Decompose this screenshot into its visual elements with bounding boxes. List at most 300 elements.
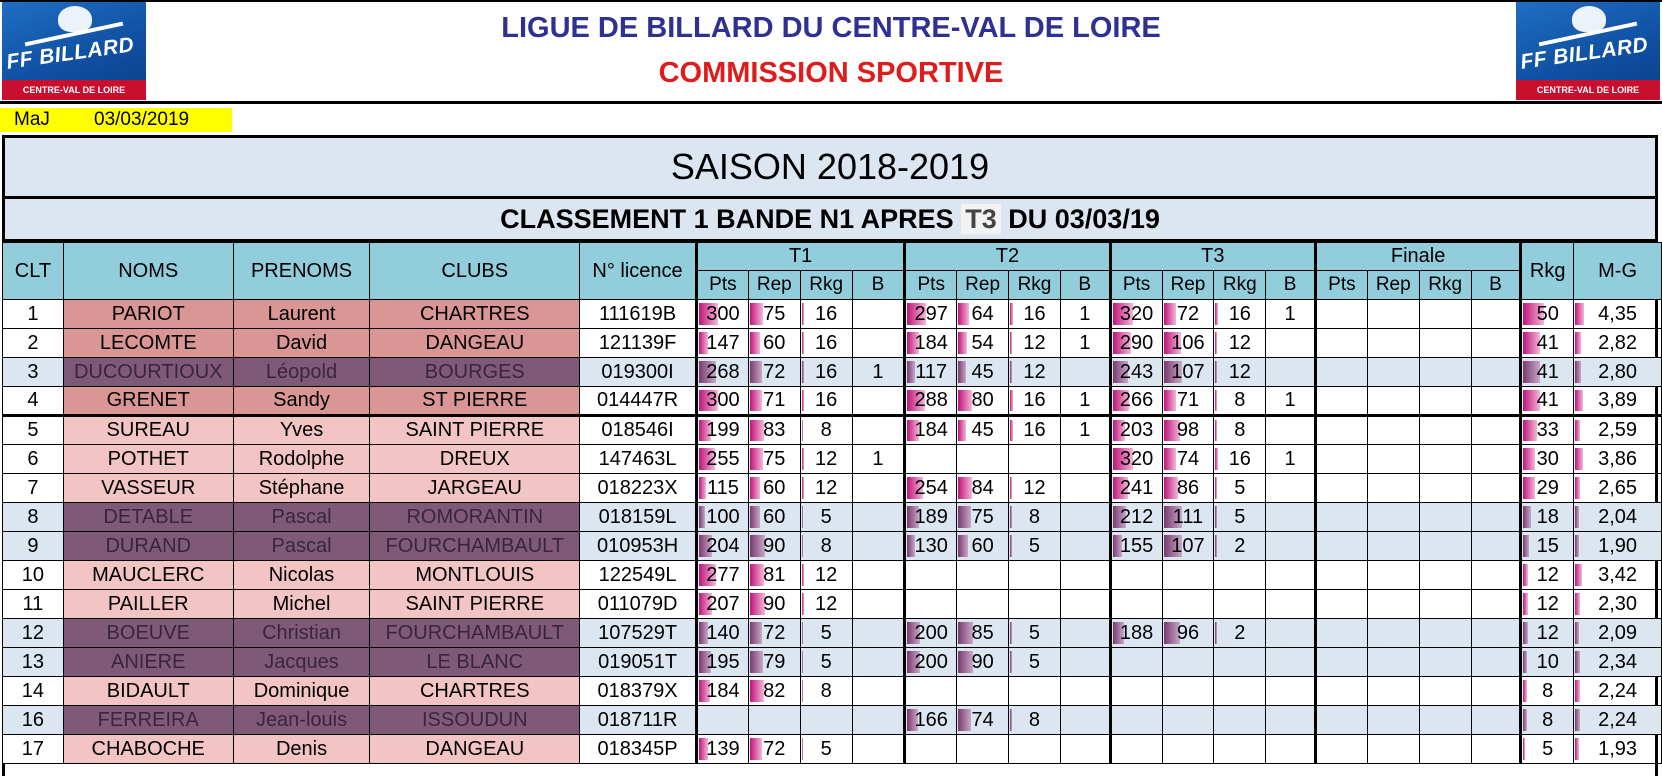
data-bar (1215, 361, 1217, 383)
t3-rep-cell (1162, 387, 1214, 416)
club-cell: CHARTRES (370, 677, 580, 706)
t3-pts-cell-value: 241 (1119, 476, 1154, 499)
t1-pts-cell-value: 255 (706, 447, 740, 470)
col-sub-pts: Pts (905, 271, 957, 300)
data-bar (1575, 332, 1581, 354)
classement-tag: T3 (961, 204, 1001, 234)
t2-b-cell (1060, 735, 1110, 764)
t2-rep-cell-value: 64 (971, 302, 994, 325)
table-row (3, 590, 1662, 619)
data-bar (1215, 390, 1217, 411)
licence-cell: 018379X (580, 677, 697, 706)
total-rkg-cell (1521, 677, 1574, 706)
data-bar (1523, 564, 1528, 586)
mg-cell-value: 2,24 (1598, 679, 1638, 702)
data-bar (802, 477, 804, 499)
data-bar (802, 651, 804, 673)
mg-cell (1574, 706, 1662, 735)
data-bar (958, 709, 971, 731)
total-rkg-cell-value: 12 (1536, 563, 1559, 586)
col-group-t2: T2 (905, 243, 1110, 271)
t3-rkg-cell (1214, 358, 1266, 387)
t1-rep-cell-value: 75 (763, 447, 786, 470)
mg-cell (1574, 300, 1662, 329)
total-rkg-cell-value: 41 (1536, 389, 1559, 411)
t2-rep-cell (957, 329, 1009, 358)
licence-cell: 122549L (580, 561, 697, 590)
mg-cell-value: 3,89 (1598, 389, 1638, 411)
mg-cell (1574, 677, 1662, 706)
t2-b-cell: 1 (1060, 300, 1110, 329)
fin-b-cell (1471, 590, 1521, 619)
total-rkg-cell (1521, 387, 1574, 416)
fin-rep-cell (1367, 416, 1419, 445)
licence-cell: 111619B (580, 300, 697, 329)
fin-rkg-cell (1419, 677, 1471, 706)
data-bar (1523, 593, 1528, 615)
t3-b-cell (1266, 561, 1316, 590)
logo-text: FF BILLARD (4, 33, 136, 74)
t3-rkg-cell-value: 16 (1228, 302, 1251, 325)
data-bar (750, 361, 762, 383)
t1-rkg-cell (800, 677, 852, 706)
t3-rep-cell (1162, 619, 1214, 648)
t1-rep-cell-value: 83 (763, 419, 786, 441)
data-bar (1575, 622, 1579, 644)
data-bar (802, 506, 804, 528)
data-bar (802, 593, 804, 615)
t2-rkg-cell (1009, 561, 1061, 590)
data-bar (1215, 303, 1218, 325)
total-rkg-cell-value: 41 (1536, 331, 1559, 354)
col-rkg: Rkg (1521, 243, 1574, 300)
t2-rep-cell-value: 45 (971, 419, 994, 441)
t3-pts-cell-value: 203 (1119, 419, 1154, 441)
t2-b-cell (1060, 648, 1110, 677)
col-sub-pts: Pts (1315, 271, 1367, 300)
update-value: 03/03/2019 (94, 109, 190, 130)
t1-b-cell (852, 619, 905, 648)
t3-rep-cell-value: 107 (1171, 360, 1205, 383)
col-sub-b: B (1266, 271, 1316, 300)
total-rkg-cell (1521, 648, 1574, 677)
t3-pts-cell-value: 320 (1119, 447, 1154, 470)
t2-rkg-cell-value: 8 (1028, 708, 1041, 731)
t1-rep-cell (748, 416, 800, 445)
fin-b-cell (1471, 416, 1521, 445)
t3-b-cell (1266, 358, 1316, 387)
data-bar (750, 477, 760, 499)
col-sub-rkg: Rkg (1009, 271, 1061, 300)
t2-b-cell (1060, 561, 1110, 590)
data-bar (1575, 448, 1583, 470)
t3-b-cell: 1 (1266, 387, 1316, 416)
licence-cell: 147463L (580, 445, 697, 474)
t2-rkg-cell (1009, 387, 1061, 416)
t1-rkg-cell (800, 590, 852, 619)
t2-pts-cell (905, 300, 957, 329)
total-rkg-cell (1521, 619, 1574, 648)
name-cell: ANIERE (63, 648, 233, 677)
t1-pts-cell-value: 204 (706, 534, 740, 557)
t3-b-cell: 1 (1266, 300, 1316, 329)
t1-rep-cell (748, 648, 800, 677)
t2-rkg-cell (1009, 474, 1061, 503)
data-bar (1523, 651, 1527, 673)
col-sub-rep: Rep (1367, 271, 1419, 300)
data-bar (750, 506, 760, 528)
t2-b-cell (1060, 619, 1110, 648)
t2-rep-cell-value: 45 (971, 360, 994, 383)
firstname-cell: David (233, 329, 370, 358)
data-bar (1523, 448, 1535, 470)
t1-rkg-cell (800, 532, 852, 561)
mg-cell (1574, 445, 1662, 474)
t3-rep-cell (1162, 735, 1214, 764)
fin-rep-cell (1367, 735, 1419, 764)
t3-pts-cell (1110, 416, 1162, 445)
firstname-cell: Jacques (233, 648, 370, 677)
t1-pts-cell (696, 532, 748, 561)
data-bar (802, 535, 804, 557)
club-cell: DANGEAU (370, 735, 580, 764)
t1-rep-cell (748, 300, 800, 329)
t3-pts-cell (1110, 503, 1162, 532)
fin-rep-cell (1367, 532, 1419, 561)
t3-rkg-cell-value: 2 (1234, 621, 1246, 644)
fin-pts-cell (1315, 445, 1367, 474)
mg-cell (1574, 648, 1662, 677)
data-bar (750, 622, 762, 644)
total-rkg-cell (1521, 416, 1574, 445)
data-bar (750, 738, 762, 760)
total-rkg-cell-value: 8 (1542, 708, 1554, 731)
t3-rep-cell (1162, 300, 1214, 329)
col-sub-rkg: Rkg (1214, 271, 1266, 300)
t2-pts-cell (905, 677, 957, 706)
fin-pts-cell (1315, 503, 1367, 532)
logo-band: CENTRE-VAL DE LOIRE (2, 80, 146, 100)
t3-b-cell: 1 (1266, 445, 1316, 474)
t3-pts-cell (1110, 445, 1162, 474)
t3-rep-cell (1162, 648, 1214, 677)
data-bar (750, 332, 760, 354)
t2-pts-cell-value: 166 (914, 708, 948, 731)
t1-rkg-cell-value: 8 (820, 679, 832, 702)
data-bar (802, 448, 804, 470)
fin-rkg-cell (1419, 735, 1471, 764)
licence-cell: 018546I (580, 416, 697, 445)
t1-rkg-cell (800, 619, 852, 648)
club-cell: ST PIERRE (370, 387, 580, 416)
t1-rkg-cell-value: 16 (815, 302, 838, 325)
fin-b-cell (1471, 329, 1521, 358)
t1-rep-cell (748, 619, 800, 648)
t1-pts-cell-value: 184 (706, 679, 740, 702)
name-cell: CHABOCHE (63, 735, 233, 764)
t1-pts-cell (696, 329, 748, 358)
club-cell: FOURCHAMBAULT (370, 532, 580, 561)
t2-rep-cell (957, 416, 1009, 445)
fin-rep-cell (1367, 358, 1419, 387)
data-bar (1215, 332, 1217, 354)
t1-rkg-cell-value: 12 (815, 476, 838, 499)
t2-pts-cell (905, 329, 957, 358)
fin-rkg-cell (1419, 300, 1471, 329)
fin-pts-cell (1315, 329, 1367, 358)
t2-rkg-cell (1009, 300, 1061, 329)
t2-pts-cell (905, 648, 957, 677)
t1-rep-cell-value: 75 (763, 302, 786, 325)
t3-b-cell (1266, 706, 1316, 735)
table-row (3, 706, 1662, 735)
data-bar (1523, 420, 1536, 441)
fin-rkg-cell (1419, 590, 1471, 619)
data-bar (1010, 477, 1012, 499)
t1-rep-cell (748, 706, 800, 735)
t1-rep-cell-value: 60 (763, 476, 786, 499)
t3-pts-cell-value: 320 (1119, 302, 1154, 325)
t1-b-cell (852, 329, 905, 358)
t3-rep-cell (1162, 416, 1214, 445)
fin-b-cell (1471, 677, 1521, 706)
t1-pts-cell-value: 140 (706, 621, 740, 644)
t3-rep-cell-value: 98 (1176, 419, 1200, 441)
t3-b-cell (1266, 474, 1316, 503)
t3-rkg-cell-value: 12 (1228, 360, 1251, 383)
t3-rep-cell (1162, 561, 1214, 590)
t2-rkg-cell (1009, 677, 1061, 706)
data-bar (750, 680, 764, 702)
data-bar (1523, 738, 1525, 760)
table-row (3, 619, 1662, 648)
t1-b-cell (852, 300, 905, 329)
name-cell: DETABLE (63, 503, 233, 532)
licence-cell: 107529T (580, 619, 697, 648)
col-sub-rep: Rep (748, 271, 800, 300)
t2-rep-cell (957, 677, 1009, 706)
t1-rep-cell-value: 81 (763, 563, 786, 586)
t2-rep-cell-value: 84 (971, 476, 994, 499)
col-sub-b: B (852, 271, 905, 300)
fin-b-cell (1471, 300, 1521, 329)
t1-rep-cell-value: 90 (763, 592, 786, 615)
t3-pts-cell (1110, 735, 1162, 764)
t2-rkg-cell-value: 12 (1023, 476, 1046, 499)
t2-pts-cell (905, 532, 957, 561)
mg-cell (1574, 619, 1662, 648)
t1-b-cell (852, 706, 905, 735)
t1-rkg-cell (800, 706, 852, 735)
t1-b-cell (852, 590, 905, 619)
classement-suffix: DU 03/03/19 (1008, 204, 1160, 234)
fin-rkg-cell (1419, 387, 1471, 416)
t1-pts-cell-value: 268 (706, 360, 740, 383)
t1-rkg-cell (800, 561, 852, 590)
t3-b-cell (1266, 532, 1316, 561)
t2-rkg-cell (1009, 358, 1061, 387)
data-bar (1010, 390, 1013, 411)
col-sub-pts: Pts (696, 271, 748, 300)
t3-rep-cell-value: 72 (1176, 302, 1200, 325)
t2-rep-cell (957, 300, 1009, 329)
table-row (3, 503, 1662, 532)
col-sub-rep: Rep (1162, 271, 1214, 300)
data-bar (1010, 361, 1012, 383)
t1-rkg-cell-value: 12 (815, 592, 838, 615)
t2-rep-cell (957, 445, 1009, 474)
fin-rkg-cell (1419, 706, 1471, 735)
total-rkg-cell-value: 33 (1536, 419, 1559, 441)
col-sub-pts: Pts (1110, 271, 1162, 300)
mg-cell (1574, 358, 1662, 387)
name-cell: FERREIRA (63, 706, 233, 735)
t3-rep-cell-value: 86 (1176, 476, 1200, 499)
t3-pts-cell (1110, 590, 1162, 619)
t2-pts-cell (905, 619, 957, 648)
data-bar (1575, 680, 1579, 702)
t3-rkg-cell-value: 16 (1228, 447, 1251, 470)
t2-rep-cell-value: 85 (971, 621, 994, 644)
t2-pts-cell (905, 735, 957, 764)
data-bar (1575, 390, 1583, 411)
data-bar (802, 680, 804, 702)
t3-rep-cell-value: 107 (1171, 534, 1205, 557)
rank-cell: 5 (3, 416, 64, 445)
t2-rkg-cell-value: 16 (1023, 302, 1046, 325)
rank-cell: 9 (3, 532, 64, 561)
t1-pts-cell (696, 474, 748, 503)
t3-rep-cell-value: 71 (1176, 389, 1200, 411)
fin-pts-cell (1315, 706, 1367, 735)
t1-rkg-cell-value: 16 (815, 360, 838, 383)
data-bar (1575, 535, 1579, 557)
fin-rkg-cell (1419, 561, 1471, 590)
t1-rep-cell (748, 590, 800, 619)
name-cell: LECOMTE (63, 329, 233, 358)
t1-rep-cell-value: 72 (763, 737, 786, 760)
t2-b-cell (1060, 445, 1110, 474)
table-row (3, 532, 1662, 561)
t3-rep-cell-value: 96 (1176, 621, 1200, 644)
t2-pts-cell (905, 445, 957, 474)
t1-pts-cell (696, 677, 748, 706)
club-cell: ROMORANTIN (370, 503, 580, 532)
fin-b-cell (1471, 532, 1521, 561)
rank-cell: 1 (3, 300, 64, 329)
firstname-cell: Nicolas (233, 561, 370, 590)
data-bar (1215, 622, 1217, 644)
t1-rep-cell-value: 79 (763, 650, 786, 673)
data-bar (1010, 622, 1012, 644)
t2-rep-cell (957, 358, 1009, 387)
fin-pts-cell (1315, 561, 1367, 590)
total-rkg-cell-value: 15 (1536, 534, 1559, 557)
t1-b-cell: 1 (852, 445, 905, 474)
t3-rkg-cell (1214, 416, 1266, 445)
mg-cell-value: 3,86 (1598, 447, 1638, 470)
table-row (3, 358, 1662, 387)
col-noms: NOMS (63, 243, 233, 300)
firstname-cell: Yves (233, 416, 370, 445)
firstname-cell: Pascal (233, 503, 370, 532)
t2-pts-cell-value: 184 (914, 419, 948, 441)
t1-rep-cell (748, 532, 800, 561)
fin-rkg-cell (1419, 619, 1471, 648)
rank-cell: 4 (3, 387, 64, 416)
fin-rep-cell (1367, 590, 1419, 619)
t3-pts-cell-value: 155 (1119, 534, 1154, 557)
t2-b-cell (1060, 358, 1110, 387)
col-clt: CLT (3, 243, 64, 300)
t2-rep-cell (957, 619, 1009, 648)
t2-rep-cell (957, 503, 1009, 532)
data-bar (1523, 506, 1530, 528)
t2-rep-cell-value: 75 (971, 505, 994, 528)
mg-cell-value: 4,35 (1598, 302, 1638, 325)
data-bar (1575, 564, 1582, 586)
club-cell: LE BLANC (370, 648, 580, 677)
data-bar (750, 651, 763, 673)
t2-pts-cell (905, 561, 957, 590)
t3-pts-cell-value: 212 (1119, 505, 1154, 528)
t2-rkg-cell-value: 5 (1028, 650, 1041, 673)
col-group-t3: T3 (1110, 243, 1315, 271)
t2-b-cell (1060, 474, 1110, 503)
fin-rep-cell (1367, 300, 1419, 329)
t1-b-cell (852, 648, 905, 677)
total-rkg-cell (1521, 561, 1574, 590)
firstname-cell: Rodolphe (233, 445, 370, 474)
t2-pts-cell-value: 297 (914, 302, 948, 325)
data-bar (1575, 506, 1579, 528)
t3-rkg-cell (1214, 619, 1266, 648)
t2-rep-cell (957, 648, 1009, 677)
t2-pts-cell (905, 416, 957, 445)
t3-b-cell (1266, 735, 1316, 764)
data-bar (1575, 420, 1580, 441)
t3-b-cell (1266, 590, 1316, 619)
t1-rkg-cell (800, 358, 852, 387)
t1-rkg-cell (800, 445, 852, 474)
data-bar (1215, 448, 1218, 470)
firstname-cell: Jean-louis (233, 706, 370, 735)
t1-rkg-cell-value: 12 (815, 563, 838, 586)
data-bar (958, 535, 968, 557)
data-bar (907, 361, 914, 383)
data-bar (802, 564, 804, 586)
firstname-cell: Dominique (233, 677, 370, 706)
data-bar (958, 506, 971, 528)
licence-cell: 121139F (580, 329, 697, 358)
total-rkg-cell (1521, 532, 1574, 561)
fin-b-cell (1471, 735, 1521, 764)
t1-rkg-cell (800, 387, 852, 416)
data-bar (1575, 477, 1580, 499)
t2-rep-cell-value: 80 (971, 389, 994, 411)
data-bar (802, 332, 805, 354)
t1-b-cell (852, 561, 905, 590)
mg-cell-value: 2,30 (1598, 592, 1638, 615)
table-row (3, 561, 1662, 590)
licence-cell: 011079D (580, 590, 697, 619)
fin-b-cell (1471, 387, 1521, 416)
firstname-cell: Léopold (233, 358, 370, 387)
name-cell: PARIOT (63, 300, 233, 329)
t1-b-cell (852, 387, 905, 416)
mg-cell (1574, 503, 1662, 532)
t2-rep-cell-value: 90 (971, 650, 994, 673)
